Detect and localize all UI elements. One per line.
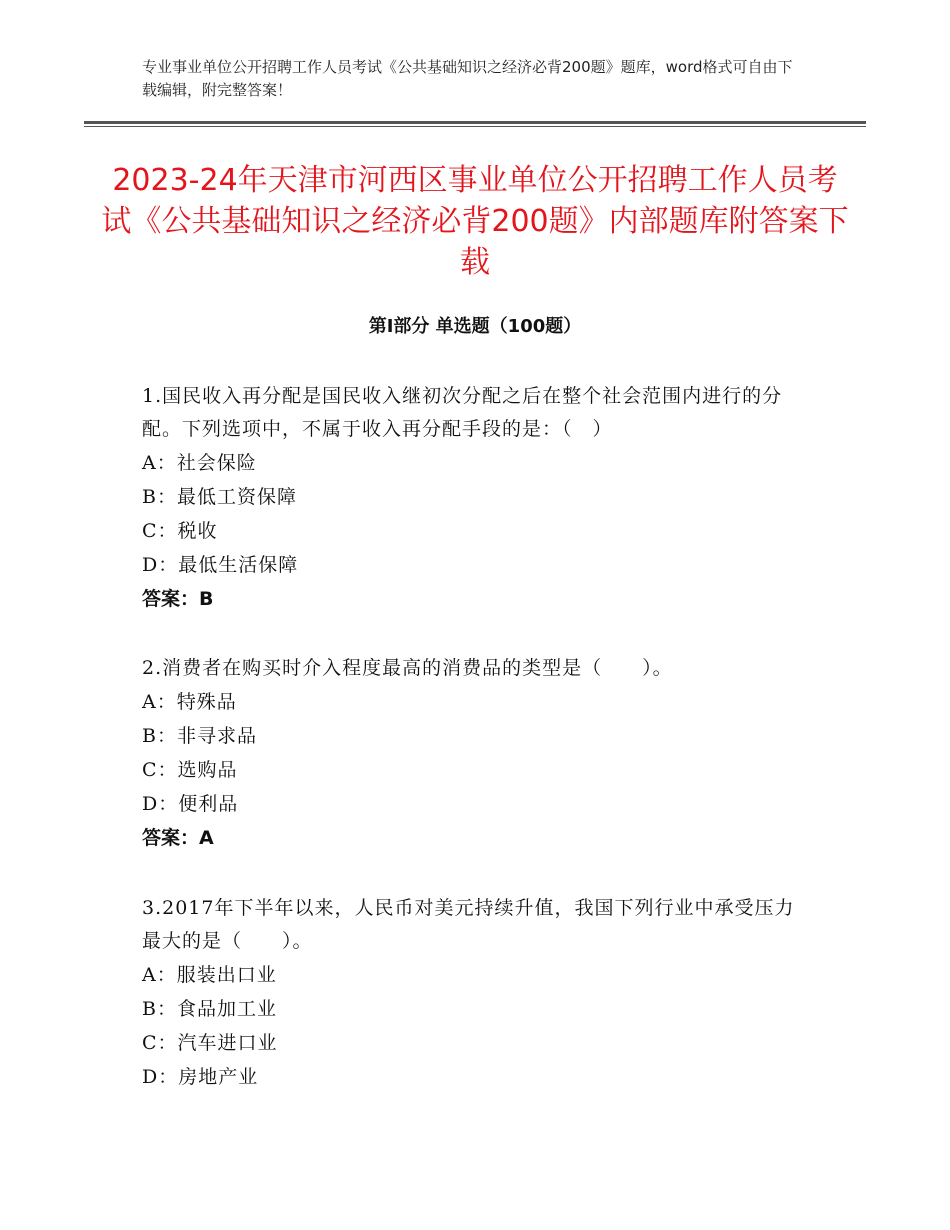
question-stem: 3.2017年下半年以来，人民币对美元持续升值，我国下列行业中承受压力最大的是（ ）。 (142, 897, 795, 952)
option-b: B：非寻求品 (142, 725, 257, 747)
document-title: 2023-24年天津市河西区事业单位公开招聘工作人员考试《公共基础知识之经济必背200题》内部题库附答案下载 (101, 163, 849, 280)
header-rule-thick (84, 121, 866, 124)
question-2 (142, 652, 812, 855)
question-3 (142, 892, 812, 1094)
option-c: C：税收 (142, 520, 218, 542)
option-d: D：最低生活保障 (142, 554, 299, 576)
answer-label: 答案：B (142, 588, 214, 610)
option-a: A：特殊品 (142, 691, 237, 713)
question-1 (142, 380, 812, 616)
option-d: D：便利品 (142, 793, 239, 815)
option-c: C：汽车进口业 (142, 1032, 278, 1054)
question-stem: 1.国民收入再分配是国民收入继初次分配之后在整个社会范围内进行的分配。下列选项中，不属于收入再分配手段的是：（ ） (142, 385, 783, 440)
option-b: B：食品加工业 (142, 998, 277, 1020)
header-note: 专业事业单位公开招聘工作人员考试《公共基础知识之经济必背200题》题库，word格式可自由下载编辑，附完整答案！ (142, 58, 793, 99)
option-b: B：最低工资保障 (142, 486, 297, 508)
option-c: C：选购品 (142, 759, 238, 781)
question-stem: 2.消费者在购买时介入程度最高的消费品的类型是（ ）。 (142, 657, 673, 679)
answer-label: 答案：A (142, 827, 214, 849)
option-a: A：服装出口业 (142, 964, 277, 986)
option-a: A：社会保险 (142, 452, 257, 474)
header-rule-thin (84, 126, 866, 127)
option-d: D：房地产业 (142, 1066, 259, 1088)
section-title: 第Ⅰ部分 单选题（100题） (368, 316, 582, 337)
